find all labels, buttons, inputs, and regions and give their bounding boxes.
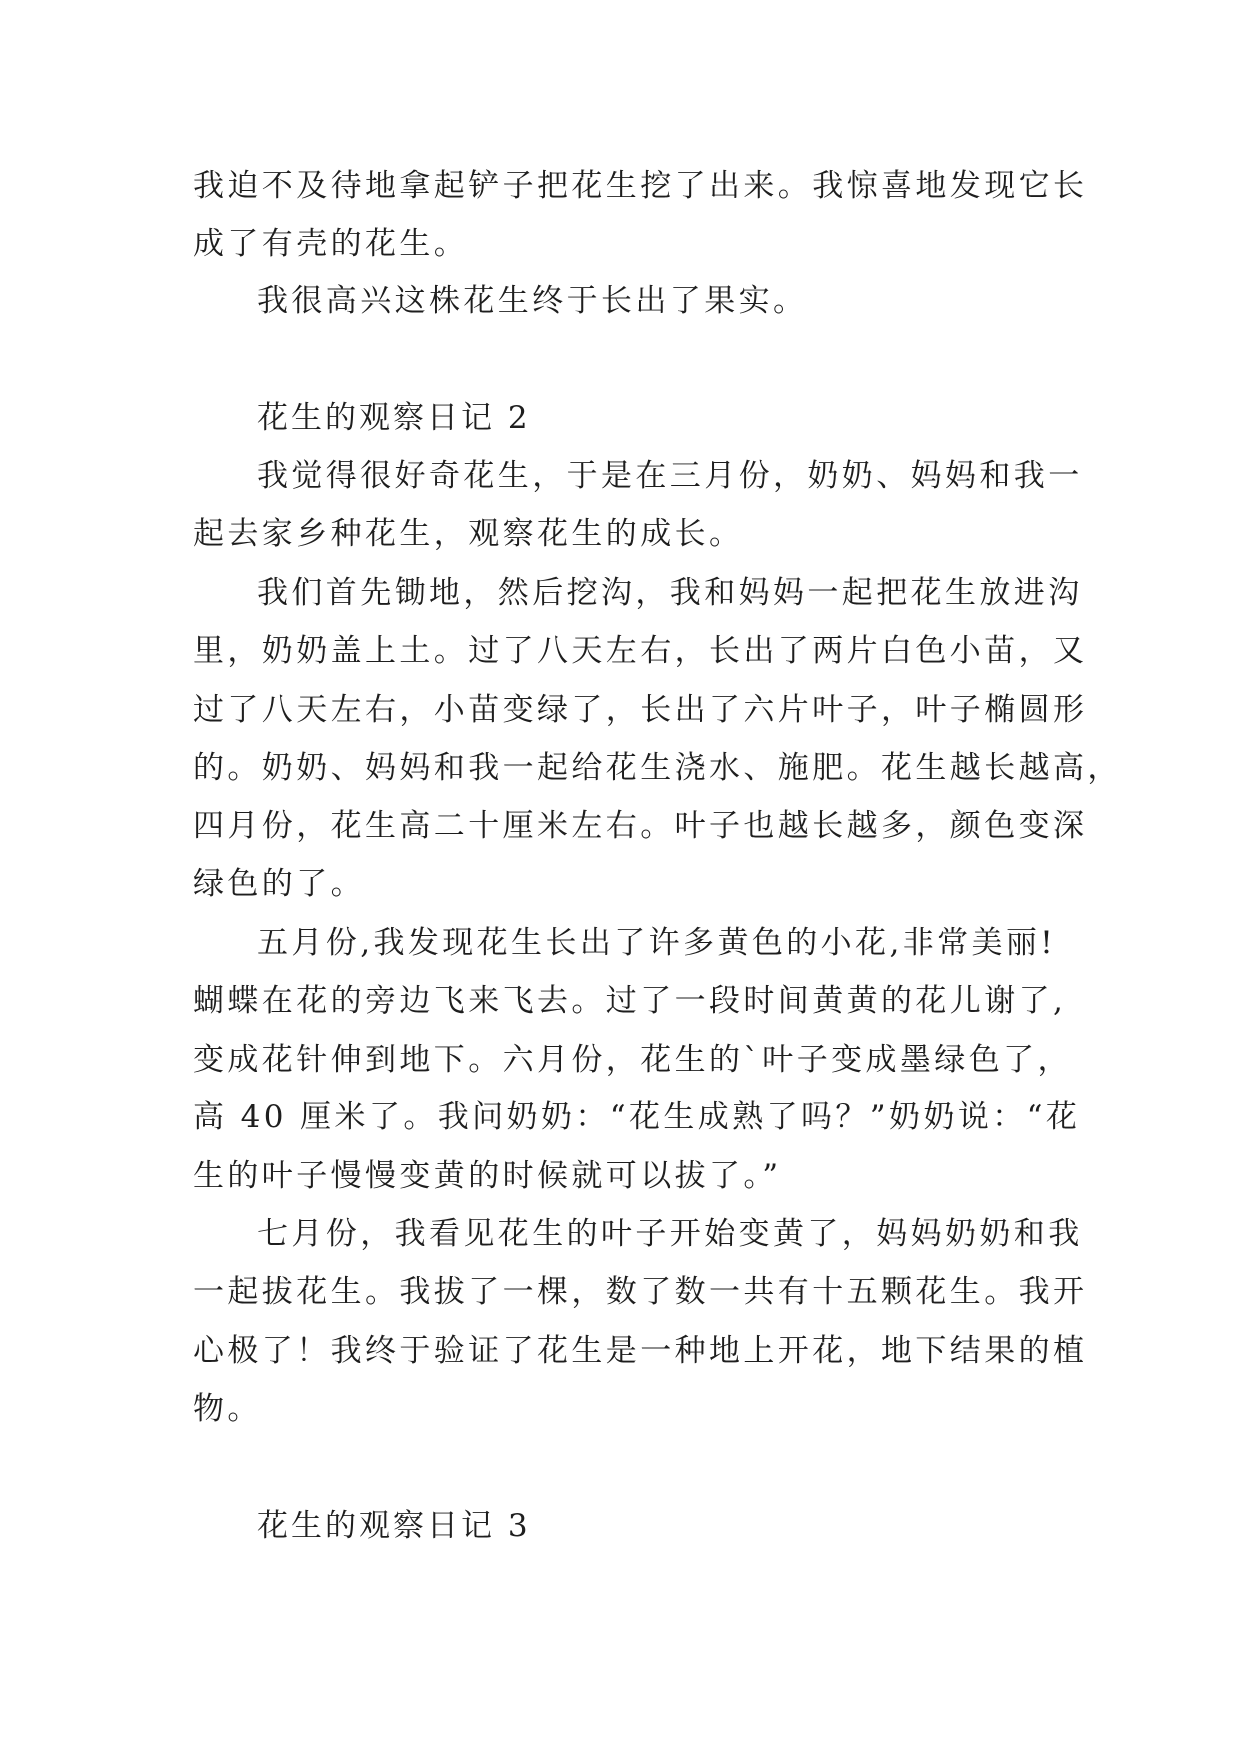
text-line: 生的叶子慢慢变黄的时候就可以拔了。” (193, 1158, 782, 1194)
section-title: 花生的观察日记 2 (257, 400, 531, 436)
text-line: 心极了！我终于验证了花生是一种地上开花，地下结果的植 (193, 1333, 1088, 1369)
text-line: 成了有壳的花生。 (193, 226, 469, 262)
text-line: 我觉得很好奇花生，于是在三月份，奶奶、妈妈和我一 (257, 458, 1083, 494)
text-line: 五月份,我发现花生长出了许多黄色的小花,非常美丽! (257, 925, 1057, 961)
text-line: 过了八天左右，小苗变绿了，长出了六片叶子，叶子椭圆形 (193, 692, 1088, 728)
text-line: 绿色的了。 (193, 866, 365, 902)
section-title: 花生的观察日记 3 (257, 1508, 531, 1544)
text-line: 四月份，花生高二十厘米左右。叶子也越长越多，颜色变深 (193, 808, 1088, 844)
text-line: 我们首先锄地，然后挖沟，我和妈妈一起把花生放进沟 (257, 575, 1083, 611)
text-line: 物。 (193, 1391, 262, 1427)
text-line: 的。奶奶、妈妈和我一起给花生浇水、施肥。花生越长越高， (193, 750, 1122, 786)
text-line: 我很高兴这株花生终于长出了果实。 (257, 283, 808, 319)
text-line: 我迫不及待地拿起铲子把花生挖了出来。我惊喜地发现它长 (193, 168, 1088, 204)
text-line: 七月份，我看见花生的叶子开始变黄了，妈妈奶奶和我 (257, 1216, 1083, 1252)
text-line: 变成花针伸到地下。六月份，花生的`叶子变成墨绿色了， (193, 1042, 1072, 1078)
text-line: 高 40 厘米了。我问奶奶：“花生成熟了吗？”奶奶说：“花 (193, 1099, 1081, 1135)
text-line: 一起拔花生。我拔了一棵，数了数一共有十五颗花生。我开 (193, 1274, 1088, 1310)
text-line: 起去家乡种花生，观察花生的成长。 (193, 516, 744, 552)
text-line: 蝴蝶在花的旁边飞来飞去。过了一段时间黄黄的花儿谢了, (193, 983, 1067, 1019)
text-line: 里，奶奶盖上土。过了八天左右，长出了两片白色小苗，又 (193, 633, 1088, 669)
